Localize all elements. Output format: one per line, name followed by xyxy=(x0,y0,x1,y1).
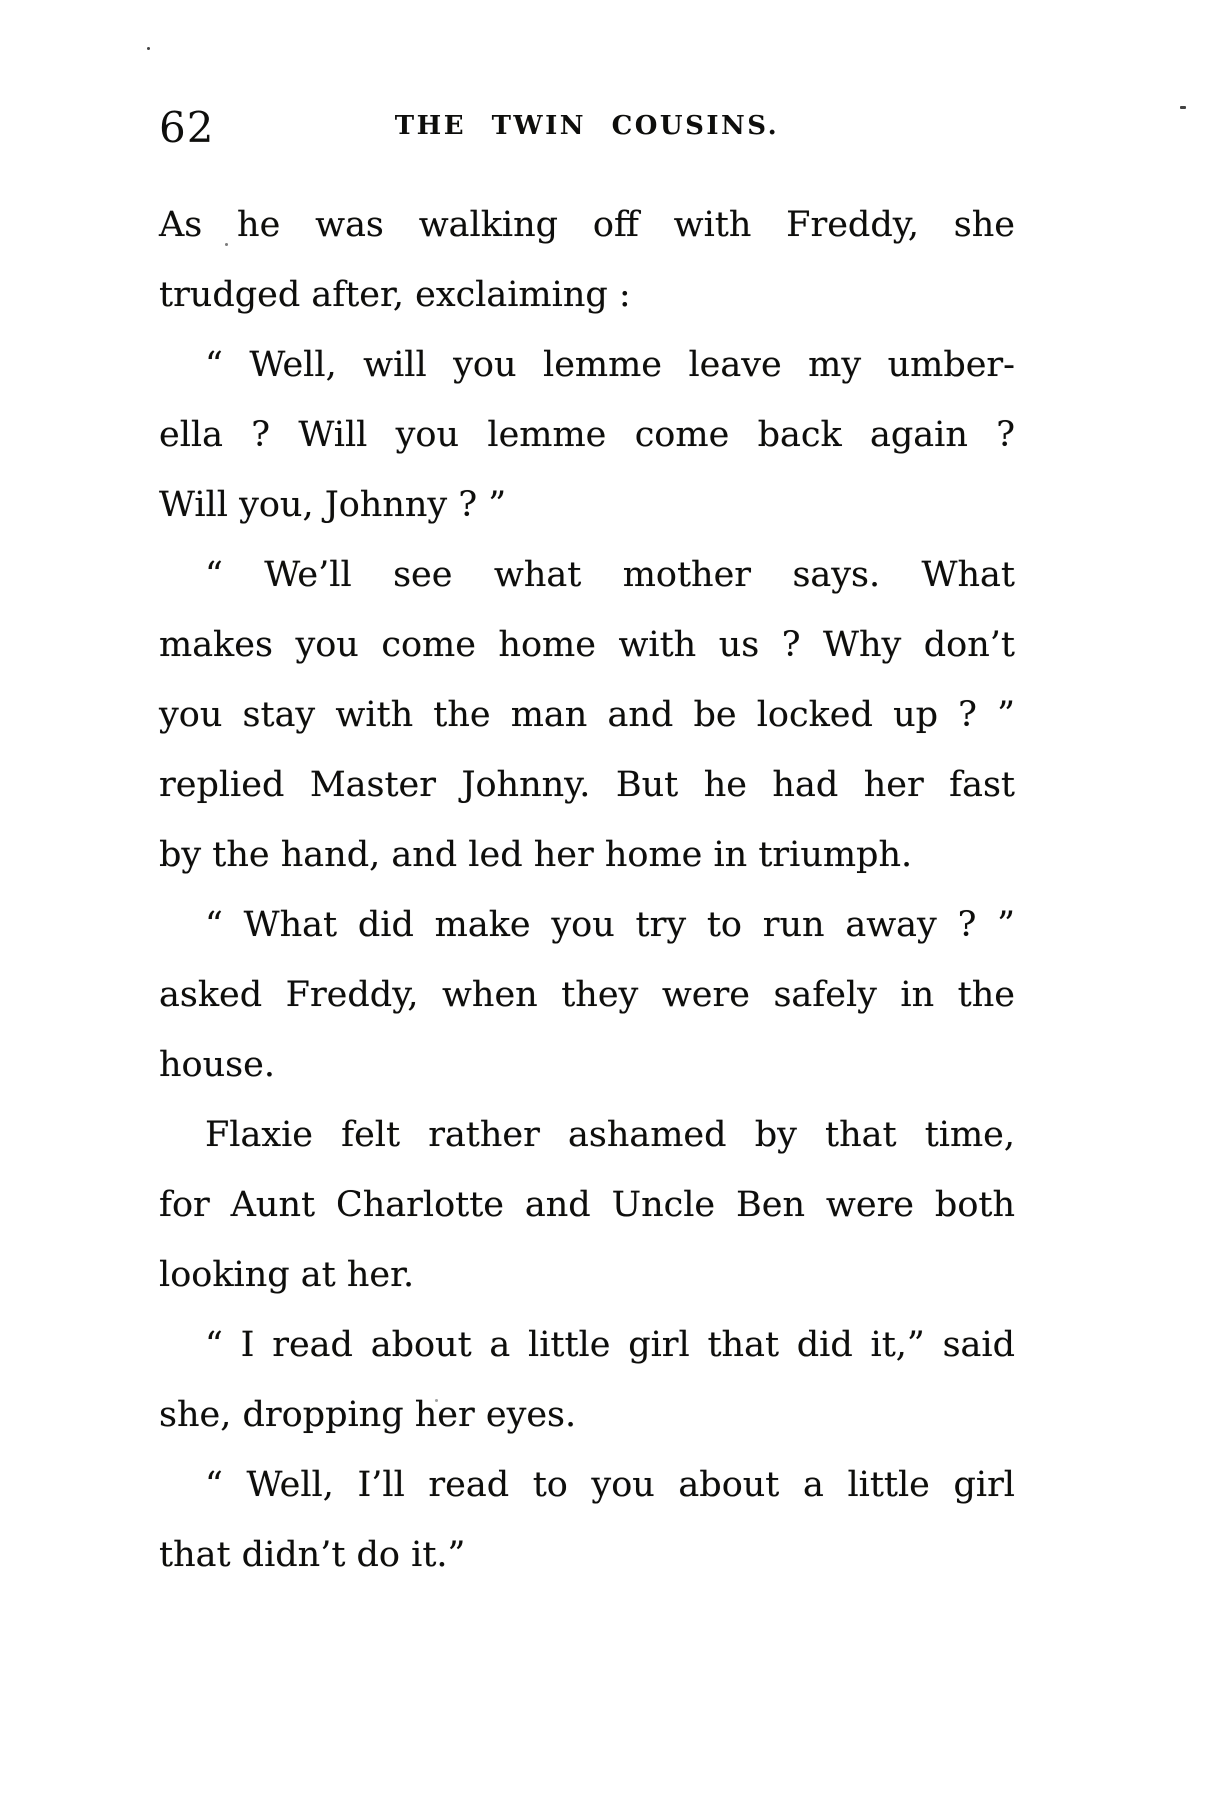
text-line: “ We’ll see what mother says. What xyxy=(205,555,1015,595)
text-line: makes you come home with us ? Why don’t xyxy=(159,625,1015,665)
text-line: Will you, Johnny ? ” xyxy=(159,485,507,525)
text-line: that didn’t do it.” xyxy=(159,1535,466,1575)
text-line: “ I read about a little girl that did it,” said xyxy=(205,1325,1015,1365)
page-number: 62 xyxy=(159,103,215,152)
text-line: she, dropping her eyes. xyxy=(159,1395,577,1435)
text-line: Flaxie felt rather ashamed by that time, xyxy=(205,1115,1015,1155)
text-line: by the hand, and led her home in triumph. xyxy=(159,835,913,875)
text-line: ella ? Will you lemme come back again ? xyxy=(159,415,1015,455)
scan-speck xyxy=(1180,106,1186,109)
text-line: house. xyxy=(159,1045,275,1085)
text-line: asked Freddy, when they were safely in the xyxy=(159,975,1015,1015)
text-line: for Aunt Charlotte and Uncle Ben were both xyxy=(159,1185,1015,1225)
text-line: replied Master Johnny. But he had her fast xyxy=(159,765,1015,805)
text-line: you stay with the man and be locked up ? ” xyxy=(159,695,1015,735)
text-line: “ Well, will you lemme leave my umber- xyxy=(205,345,1015,385)
running-title: THE TWIN COUSINS. xyxy=(394,111,780,141)
text-line: “ What did make you try to run away ? ” xyxy=(205,905,1015,945)
text-line: As he was walking off with Freddy, she xyxy=(159,205,1015,245)
scan-speck xyxy=(147,47,150,50)
text-line: “ Well, I’ll read to you about a little girl xyxy=(205,1465,1015,1505)
text-block xyxy=(159,190,1015,1590)
text-line: trudged after, exclaiming : xyxy=(159,275,631,315)
text-line: looking at her. xyxy=(159,1255,415,1295)
running-header xyxy=(159,103,1015,152)
